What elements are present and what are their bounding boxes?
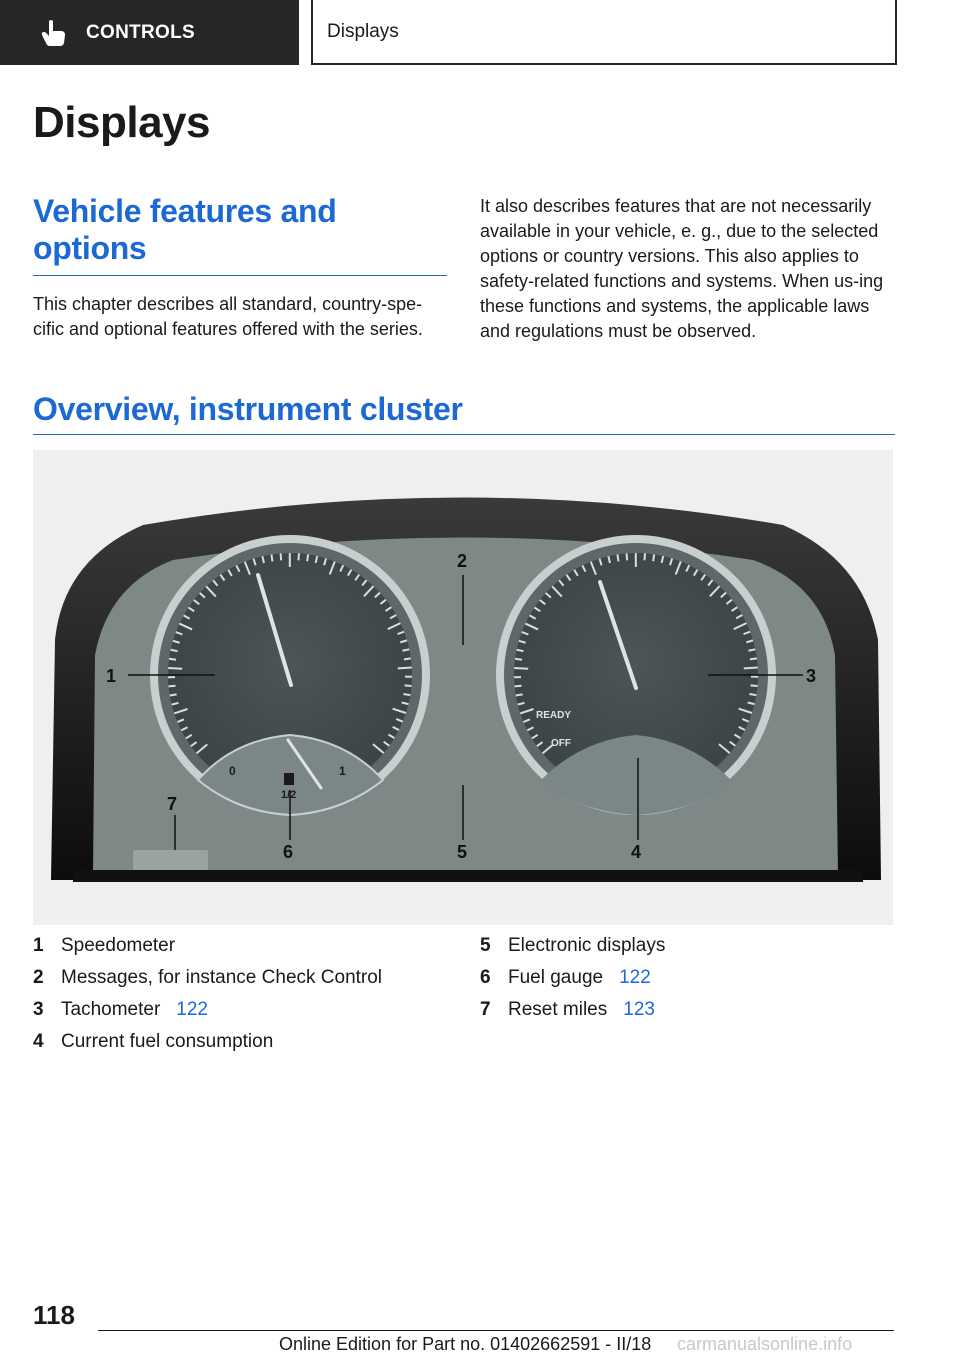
legend-label: Fuel gauge	[508, 967, 604, 988]
dial-tick	[403, 694, 410, 695]
section-label: CONTROLS	[86, 21, 196, 43]
dial-tick	[405, 685, 412, 686]
reset-button-shape	[133, 850, 208, 870]
page-reference-link[interactable]: 123	[623, 999, 655, 1020]
dial-tick	[516, 694, 523, 695]
callout-4: 4	[631, 842, 642, 862]
legend-item	[33, 1031, 453, 1063]
dial-tick	[271, 554, 272, 561]
dial-tick	[750, 658, 757, 659]
legend-num: 5	[480, 935, 491, 956]
hand-pointer-icon	[40, 19, 66, 47]
tach-off-label: OFF	[551, 738, 571, 749]
dial-tick	[307, 554, 308, 561]
page-reference-link[interactable]: 122	[619, 967, 651, 988]
dial-tick	[398, 668, 412, 669]
dial-tick	[169, 659, 176, 660]
chapter-tab[interactable]	[311, 0, 897, 65]
callout-2: 2	[457, 551, 468, 571]
callout-1: 1	[106, 666, 117, 686]
legend-item	[33, 935, 453, 967]
legend-item	[480, 935, 900, 967]
legend-label: Current fuel consumption	[61, 1031, 274, 1052]
page-title: Displays	[33, 98, 210, 147]
dial-tick	[749, 694, 756, 695]
legend-num: 4	[33, 1031, 44, 1052]
callout-5: 5	[457, 842, 468, 862]
dial-tick	[627, 553, 628, 560]
fuel-pump-icon	[284, 773, 294, 785]
tach-ready-label: READY	[536, 710, 572, 721]
legend-right	[480, 935, 900, 1031]
legend-num: 1	[33, 935, 44, 956]
dial-tick	[644, 553, 645, 560]
dial-tick	[514, 668, 528, 669]
instrument-cluster-figure	[33, 450, 893, 925]
legend-label: Tachometer	[61, 999, 161, 1020]
legend-label: Reset miles	[508, 999, 608, 1020]
dial-tick	[168, 668, 182, 669]
dial-tick	[281, 553, 282, 560]
dial-tick	[751, 685, 758, 686]
dial-tick	[171, 650, 178, 651]
legend-num: 3	[33, 999, 44, 1020]
dial-tick	[404, 658, 411, 659]
legend-item	[480, 999, 900, 1031]
page-reference-link[interactable]: 122	[176, 999, 208, 1020]
instrument-cluster-illustration	[33, 450, 893, 925]
overview-heading: Overview, instrument cluster	[33, 391, 895, 435]
callout-3: 3	[806, 666, 817, 686]
dial-tick	[170, 694, 177, 695]
chapter-label: Displays	[327, 20, 399, 42]
legend-num: 2	[33, 967, 44, 988]
legend-label: Messages, for instance Check Control	[61, 967, 383, 988]
footer-divider	[98, 1330, 894, 1331]
dial-tick	[517, 650, 524, 651]
fuel-zero: 0	[229, 764, 236, 778]
cluster-shelf	[73, 870, 863, 882]
fuel-half: 1/2	[281, 789, 297, 801]
legend-item	[33, 999, 453, 1031]
dial-tick	[617, 554, 618, 561]
legend-num: 7	[480, 999, 491, 1020]
dial-tick	[744, 668, 758, 669]
vehicle-features-text-right: It also describes features that are not necessarily available in your vehicle, e. g., due to the selected options or country versions. This also applies to safety-related functions and systems. When us-ing these functions and systems, the applicable laws and regulations must be observed.	[480, 196, 884, 341]
edition-note: Online Edition for Part no. 01402662591 - II/18	[279, 1334, 652, 1354]
legend-item	[33, 967, 453, 999]
dial-tick	[169, 686, 176, 687]
legend-label: Speedometer	[61, 935, 176, 956]
callout-7: 7	[167, 794, 178, 814]
section-tab[interactable]	[0, 0, 299, 65]
watermark: carmanualsonline.info	[677, 1334, 853, 1354]
legend-label: Electronic displays	[508, 935, 666, 956]
page-number: 118	[33, 1300, 75, 1330]
vehicle-features-text-left: This chapter describes all standard, country-spe-cific and optional features offered with the series.	[33, 294, 423, 339]
vehicle-features-heading: Vehicle features and options	[33, 193, 447, 276]
legend-left	[33, 935, 453, 1063]
dial-tick	[515, 686, 522, 687]
dial-tick	[653, 554, 654, 561]
callout-6: 6	[283, 842, 294, 862]
dial-tick	[515, 659, 522, 660]
fuel-one: 1	[339, 764, 346, 778]
legend-num: 6	[480, 967, 491, 988]
dial-tick	[298, 553, 299, 560]
legend-item	[480, 967, 900, 999]
